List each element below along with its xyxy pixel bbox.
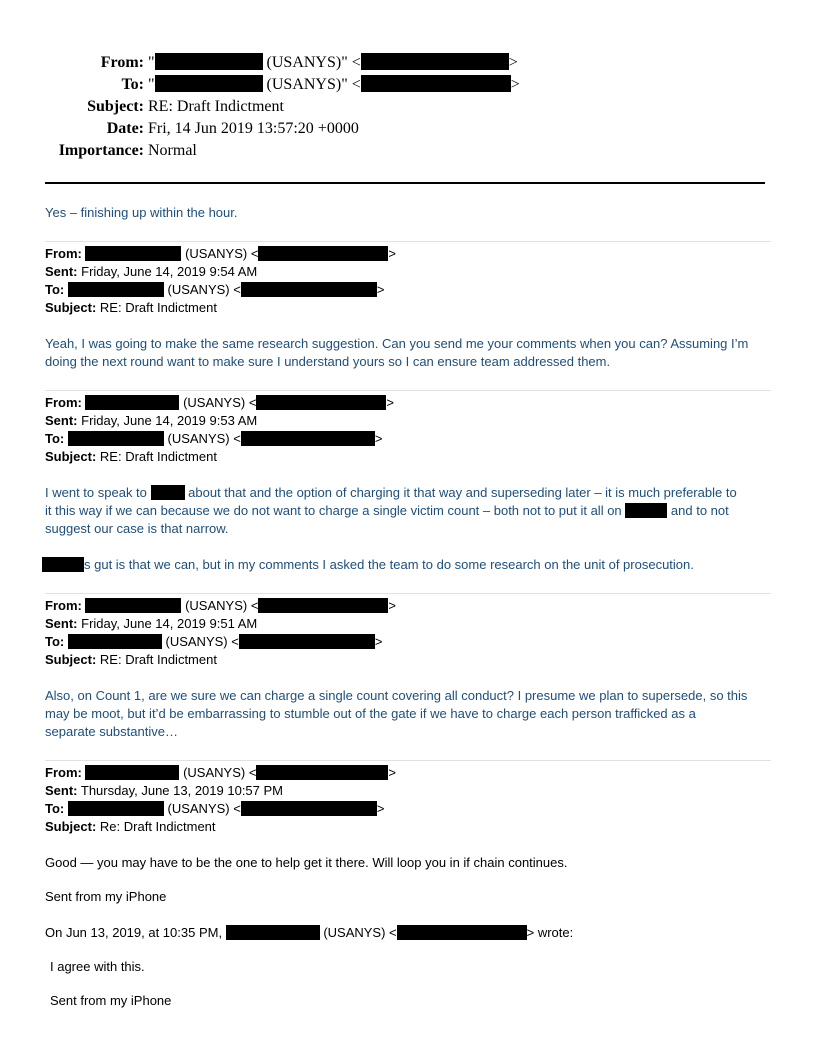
subject-label: Subject: [45, 300, 97, 315]
redaction-box [361, 75, 511, 92]
header-importance: Normal [148, 142, 197, 159]
angle-bracket: > [376, 801, 385, 816]
msg4-body-line: Good — you may have to be the one to help get it there. Will loop you in if chain continues. [45, 855, 568, 870]
msg2-body-line [45, 502, 729, 520]
msg3-from-row [45, 597, 396, 615]
msg4-to-row [45, 800, 384, 818]
msg1-to-org: (USANYS) < [167, 282, 241, 297]
sent-label: Sent: [45, 413, 78, 428]
msg1-body-line: doing the next round want to make sure I understand yours so I can ensure team addressed them. [45, 354, 611, 369]
redaction-box [241, 431, 375, 446]
msg3-to-row [45, 633, 382, 651]
header-subject-label: Subject: [87, 98, 144, 115]
msg2-body-line [42, 556, 694, 574]
header-importance-label: Importance: [58, 142, 144, 159]
msg2-from-row [45, 394, 394, 412]
angle-bracket: > [376, 282, 385, 297]
angle-bracket: > [388, 598, 397, 613]
quote-mark: " [148, 54, 155, 71]
redaction-box [256, 765, 388, 780]
msg1-to-row [45, 281, 384, 299]
msg2-body-line: suggest our case is that narrow. [45, 521, 229, 536]
redaction-box [68, 634, 162, 649]
redaction-box [85, 765, 179, 780]
msg3-from-org: (USANYS) < [185, 598, 259, 613]
signature-line: Sent from my iPhone [45, 889, 167, 904]
from-label: From: [45, 395, 82, 410]
msg3-to-org: (USANYS) < [165, 634, 239, 649]
body-text: and to not [670, 503, 729, 518]
angle-bracket: > [510, 76, 520, 93]
redaction-box [85, 395, 179, 410]
quote-attribution [45, 924, 573, 942]
header-from-label: From: [100, 54, 144, 71]
header-from-row [0, 52, 700, 74]
redaction-box [85, 598, 181, 613]
body-text: about that and the option of charging it that way and superseding later – it is much preferable to [188, 485, 737, 500]
redaction-box [68, 282, 164, 297]
msg2-to-row [45, 430, 382, 448]
angle-bracket: > [386, 395, 395, 410]
redaction-box [42, 557, 84, 572]
msg3-subject: RE: Draft Indictment [99, 652, 217, 667]
redaction-box [155, 75, 263, 92]
from-label: From: [45, 598, 82, 613]
subject-label: Subject: [45, 819, 97, 834]
msg2-from-org: (USANYS) < [183, 395, 257, 410]
msg1-subject-row [45, 299, 217, 317]
to-label: To: [45, 634, 65, 649]
header-subject-row [0, 96, 700, 118]
message-separator [45, 760, 771, 761]
angle-bracket: > [388, 246, 397, 261]
msg2-subject: RE: Draft Indictment [99, 449, 217, 464]
msg3-sent-row [45, 615, 257, 633]
msg2-sent-row [45, 412, 257, 430]
redaction-box [68, 431, 164, 446]
body-text: On Jun 13, 2019, at 10:35 PM, [45, 925, 223, 940]
msg2-subject-row [45, 448, 217, 466]
to-label: To: [45, 431, 65, 446]
subject-label: Subject: [45, 449, 97, 464]
redaction-box [397, 925, 527, 940]
header-to-label: To: [121, 76, 144, 93]
msg4-sent: Thursday, June 13, 2019 10:57 PM [80, 783, 283, 798]
redaction-box [256, 395, 386, 410]
redaction-box [258, 246, 388, 261]
msg1-sent: Friday, June 14, 2019 9:54 AM [81, 264, 258, 279]
header-subject: RE: Draft Indictment [148, 98, 284, 115]
sent-label: Sent: [45, 264, 78, 279]
msg3-body-line: may be moot, but it’d be embarrassing to stumble out of the gate if we have to charge each person trafficked as a [45, 706, 696, 721]
msg3-body-line: Also, on Count 1, are we sure we can charge a single count covering all conduct? I presume we plan to supersede, so this [45, 688, 748, 703]
msg1-body-line: Yeah, I was going to make the same research suggestion. Can you send me your comments when you can? Assuming I’m [45, 336, 749, 351]
msg3-body-line: separate substantive… [45, 724, 178, 739]
quote-mark: " [148, 76, 155, 93]
to-label: To: [45, 801, 65, 816]
body-text: s gut is that we can, but in my comments I asked the team to do some research on the unit of prosecution. [84, 557, 694, 572]
message-separator [45, 241, 771, 242]
redaction-box [241, 282, 377, 297]
body-text: (USANYS) < [323, 925, 397, 940]
msg3-subject-row [45, 651, 217, 669]
msg1-sent-row [45, 263, 257, 281]
msg4-to-org: (USANYS) < [167, 801, 241, 816]
msg4-from-row [45, 764, 396, 782]
redaction-box [258, 598, 388, 613]
header-from-org: (USANYS)" < [266, 54, 361, 71]
header-to-row [0, 74, 700, 96]
redaction-box [226, 925, 320, 940]
angle-bracket: > [374, 431, 383, 446]
redaction-box [68, 801, 164, 816]
redaction-box [155, 53, 263, 70]
reply-body: Yes – finishing up within the hour. [45, 205, 238, 220]
angle-bracket: > [508, 54, 518, 71]
quoted-body-line: I agree with this. [50, 959, 145, 974]
angle-bracket: > [374, 634, 383, 649]
body-text: I went to speak to [45, 485, 147, 500]
msg1-subject: RE: Draft Indictment [99, 300, 217, 315]
redaction-box [241, 801, 377, 816]
header-date-row [0, 118, 700, 140]
redaction-box [239, 634, 375, 649]
msg1-from-row [45, 245, 396, 263]
subject-label: Subject: [45, 652, 97, 667]
angle-bracket: > [388, 765, 397, 780]
header-date: Fri, 14 Jun 2019 13:57:20 +0000 [148, 120, 359, 137]
sent-label: Sent: [45, 783, 78, 798]
redaction-box [625, 503, 667, 518]
header-divider [45, 182, 765, 184]
msg2-to-org: (USANYS) < [167, 431, 241, 446]
header-importance-row [0, 140, 700, 162]
to-label: To: [45, 282, 65, 297]
message-separator [45, 593, 771, 594]
msg4-subject: Re: Draft Indictment [99, 819, 216, 834]
sent-label: Sent: [45, 616, 78, 631]
message-separator [45, 390, 771, 391]
from-label: From: [45, 246, 82, 261]
msg4-from-org: (USANYS) < [183, 765, 257, 780]
msg4-subject-row [45, 818, 216, 836]
body-text: > wrote: [526, 925, 574, 940]
msg2-body-line [45, 484, 737, 502]
redaction-box [361, 53, 509, 70]
signature-line: Sent from my iPhone [50, 993, 172, 1008]
from-label: From: [45, 765, 82, 780]
msg2-sent: Friday, June 14, 2019 9:53 AM [81, 413, 258, 428]
msg1-from-org: (USANYS) < [185, 246, 259, 261]
header-date-label: Date: [106, 120, 144, 137]
redaction-box [151, 485, 185, 500]
msg3-sent: Friday, June 14, 2019 9:51 AM [81, 616, 258, 631]
body-text: it this way if we can because we do not want to charge a single victim count – both not to put it all on [45, 503, 622, 518]
msg4-sent-row [45, 782, 283, 800]
header-to-org: (USANYS)" < [266, 76, 361, 93]
redaction-box [85, 246, 181, 261]
